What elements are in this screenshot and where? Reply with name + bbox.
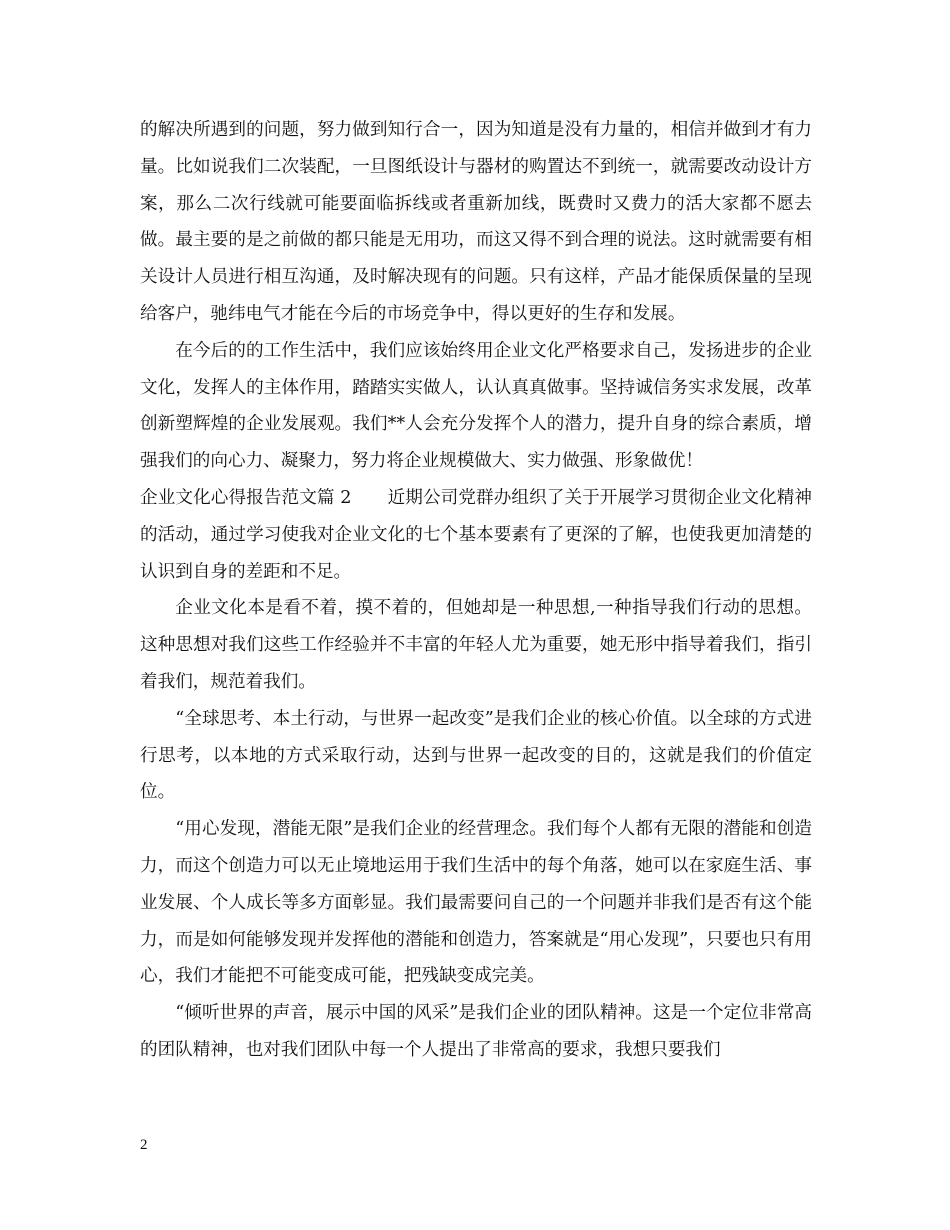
page-number: 2: [140, 1137, 148, 1153]
paragraph-3-text: 近期公司党群办组织了关于开展学习贯彻企业文化精神的活动，通过学习使我对企业文化的七个基本要素有了更深的了解，也使我更加清楚的认识到自身的差距和不足。: [140, 487, 812, 582]
paragraph-1: 的解决所遇到的问题，努力做到知行合一，因为知道是没有力量的，相信并做到才有力量。比如说我们二次装配，一旦图纸设计与器材的购置达不到统一，就需要改动设计方案，那么二次行线就可能要面临拆线或者重新加线，既费时又费力的活大家都不愿去做。最主要的是之前做的都只能是无用功，而这又得不到合理的说法。这时就需要有相关设计人员进行相互沟通，及时解决现有的问题。只有这样，产品才能保质保量的呈现给客户，驰纬电气才能在今后的市场竞争中，得以更好的生存和发展。: [140, 120, 812, 324]
paragraph-2: 在今后的的工作生活中，我们应该始终用企业文化严格要求自己，发扬进步的企业文化，发挥人的主体作用，踏踏实实做人，认认真真做事。坚持诚信务实求发展，改革创新塑辉煌的企业发展观。我们**人会充分发挥个人的潜力，提升自身的综合素质，增强我们的向心力、凝聚力，努力将企业规模做大、实力做强、形象做优！: [140, 340, 812, 472]
paragraph-7: “倾听世界的声音，展示中国的风采”是我们企业的团队精神。这是一个定位非常高的团队精神，也对我们团队中每一个人提出了非常高的要求，我想只要我们: [140, 1003, 812, 1060]
paragraph-3: [140, 480, 812, 590]
paragraph-4: 企业文化本是看不着，摸不着的，但她却是一种思想,一种指导我们行动的思想。这种思想对我们这些工作经验并不丰富的年轻人尤为重要，她无形中指导着我们，指引着我们，规范着我们。: [140, 598, 812, 692]
paragraph-6: “用心发现，潜能无限”是我们企业的经营理念。我们每个人都有无限的潜能和创造力，而这个创造力可以无止境地运用于我们生活中的每个角落，她可以在家庭生活、事业发展、个人成长等多方面彰显。我们最需要问自己的一个问题并非我们是否有这个能力，而是如何能够发现并发挥他的潜能和创造力，答案就是“用心发现”，只要也只有用心，我们才能把不可能变成可能，把残缺变成完美。: [140, 819, 812, 987]
document-body: [140, 112, 812, 1069]
paragraph-5: “全球思考、本土行动，与世界一起改变”是我们企业的核心价值。以全球的方式进行思考，以本地的方式采取行动，达到与世界一起改变的目的，这就是我们的价值定位。: [140, 708, 812, 803]
section-heading: 企业文化心得报告范文篇 2: [140, 487, 352, 508]
